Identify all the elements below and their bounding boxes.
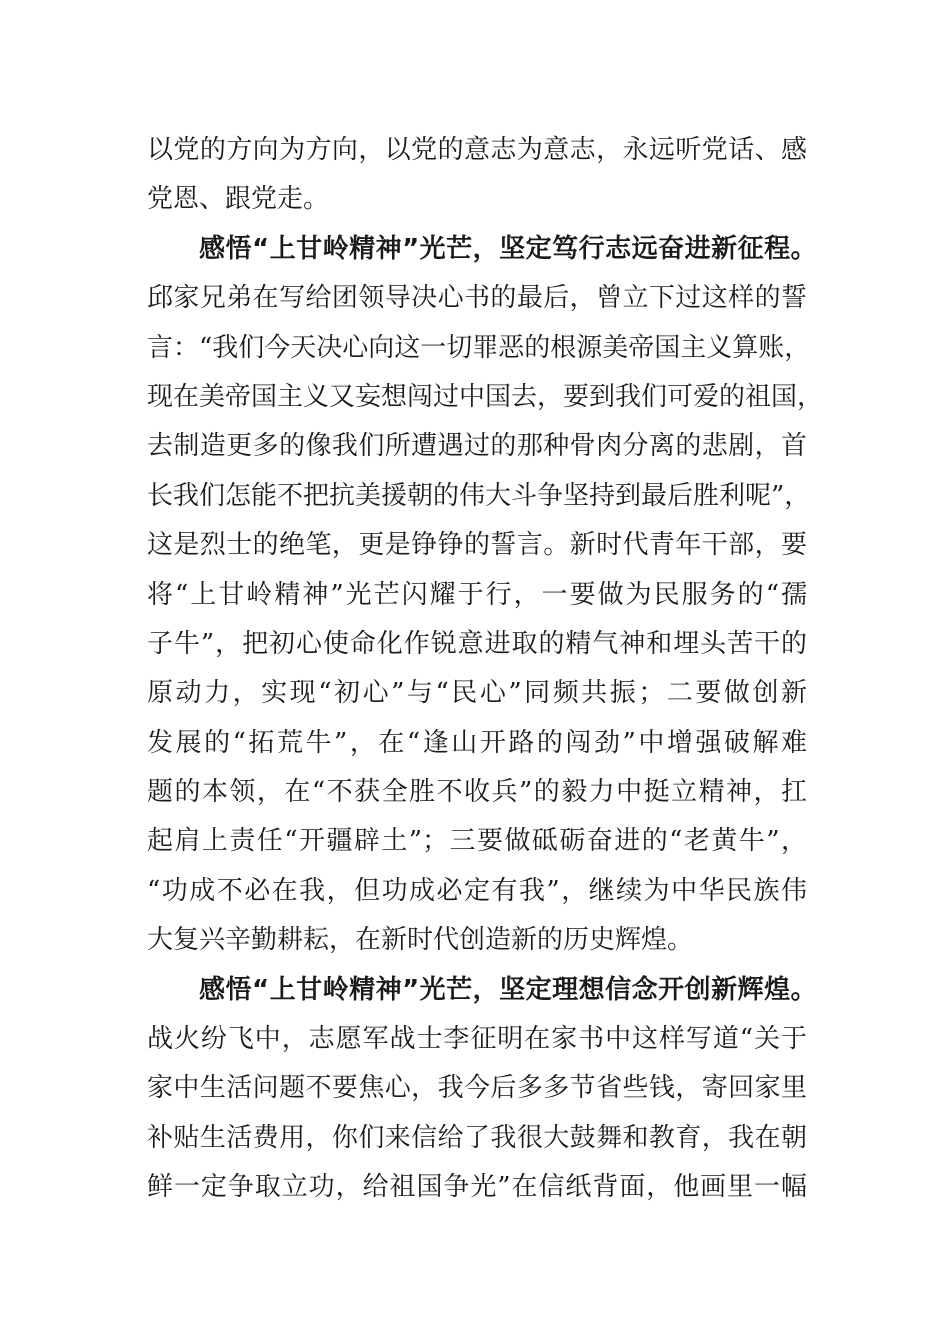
body-text-line: 去制造更多的像我们所遭遇过的那种骨肉分离的悲剧，首 xyxy=(147,431,807,462)
body-text-line: 现在美帝国主义又妄想闯过中国去，要到我们可爱的祖国， xyxy=(147,381,824,412)
body-text-line: 言：“我们今天决心向这一切罪恶的根源美帝国主义算账， xyxy=(147,332,811,363)
body-text-line: 这是烈士的绝笔，更是铮铮的誓言。新时代青年干部，要 xyxy=(147,530,807,561)
body-text-line: “功成不必在我，但功成必定有我”，继续为中华民族伟 xyxy=(147,875,807,906)
body-text-line: 起肩上责任“开疆辟土”；三要做砥砺奋进的“老黄牛”， xyxy=(147,826,807,857)
document-body xyxy=(147,126,824,1213)
body-text-line: 党恩、跟党走。 xyxy=(147,184,330,215)
body-text-line: 鲜一定争取立功，给祖国争光”在信纸背面，他画里一幅 xyxy=(147,1172,807,1203)
body-text-line: 邱家兄弟在写给团领导决心书的最后，曾立下过这样的誓 xyxy=(147,283,807,314)
section-heading-line: 感悟“上甘岭精神”光芒，坚定理想信念开创新辉煌。 xyxy=(199,974,818,1005)
body-text-line: 子牛”，把初心使命化作锐意进取的精气神和埋头苦干的 xyxy=(147,628,807,659)
body-text-line: 发展的“拓荒牛”，在“逢山开路的闯劲”中增强破解难 xyxy=(147,727,807,758)
body-text-line: 原动力，实现“初心”与“民心”同频共振；二要做创新 xyxy=(147,678,807,709)
body-text-line: 补贴生活费用，你们来信给了我很大鼓舞和教育，我在朝 xyxy=(147,1122,807,1153)
body-text-line: 长我们怎能不把抗美援朝的伟大斗争坚持到最后胜利呢”， xyxy=(147,480,811,511)
body-text-line: 大复兴辛勤耕耘，在新时代创造新的历史辉煌。 xyxy=(147,925,694,956)
body-text-line: 家中生活问题不要焦心，我今后多多节省些钱，寄回家里 xyxy=(147,1073,807,1104)
body-text-line: 题的本领，在“不获全胜不收兵”的毅力中挺立精神，扛 xyxy=(147,777,807,808)
section-heading-line: 感悟“上甘岭精神”光芒，坚定笃行志远奋进新征程。 xyxy=(199,233,818,264)
body-text-line: 将“上甘岭精神”光芒闪耀于行，一要做为民服务的“孺 xyxy=(147,579,807,610)
body-text-line: 以党的方向为方向，以党的意志为意志，永远听党话、感 xyxy=(147,135,807,165)
body-text-line: 战火纷飞中，志愿军战士李征明在家书中这样写道“关于 xyxy=(147,1024,807,1055)
